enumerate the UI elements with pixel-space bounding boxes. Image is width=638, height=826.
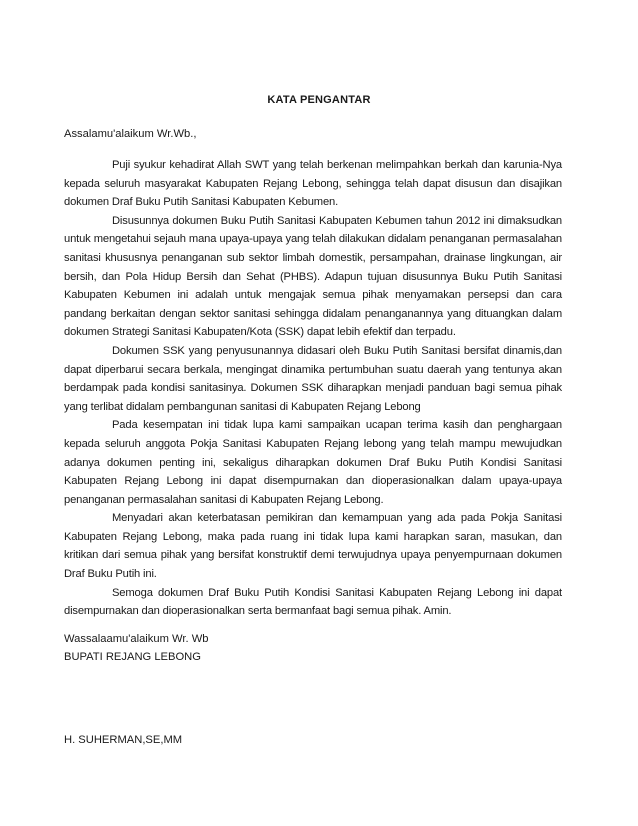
paragraph: Disusunnya dokumen Buku Putih Sanitasi Kabupaten Kebumen tahun 2012 ini dimaksudkan untuk mengetahui sejauh mana upaya-upaya yang telah dilakukan didalam penanganan permasalahan sanitasi khususnya penanganan sub sektor limbah domestik, persampahan, drainase lingkungan, air bersih, dan Pola Hidup Bersih dan Sehat (PHBS). Adapun tujuan disusunnya Buku Putih Sanitasi Kabupaten Kebumen ini adalah untuk mengajak semua pihak menyamakan persepsi dan cara pandang berkaitan dengan sektor sanitasi sehingga didalam penanganannya yang dituangkan dalam dokumen Strategi Sanitasi Kabupaten/Kota (SSK) dapat lebih efektif dan terpadu. xyxy=(64,214,562,339)
paragraph: Menyadari akan keterbatasan pemikiran dan kemampuan yang ada pada Pokja Sanitasi Kabupaten Rejang Lebong, maka pada ruang ini tidak lupa kami harapkan saran, masukan, dan kritikan dari semua pihak yang bersifat konstruktif demi terwujudnya upaya penyempurnaan dokumen Draf Buku Putih ini. xyxy=(64,512,562,581)
closing-salam: Wassalaamu'alaikum Wr. Wb xyxy=(64,633,209,645)
greeting: Assalamu'alaikum Wr.Wb., xyxy=(64,128,197,140)
closing-position: BUPATI REJANG LEBONG xyxy=(64,651,201,663)
document-title: KATA PENGANTAR xyxy=(267,94,371,106)
paragraph: Pada kesempatan ini tidak lupa kami sampaikan ucapan terima kasih dan penghargaan kepada seluruh anggota Pokja Sanitasi Kabupaten Rejang lebong yang telah mampu mewujudkan adanya dokumen penting ini, sekaligus diharapkan dokumen Draf Buku Putih Kondisi Sanitasi Kabupaten Rejang Lebong ini dapat disempurnakan dan dioperasionalkan dalam upaya-upaya penanganan permasalahan sanitasi di Kabupaten Rejang Lebong. xyxy=(64,419,562,506)
paragraph: Semoga dokumen Draf Buku Putih Kondisi Sanitasi Kabupaten Rejang Lebong ini dapat disempurnakan dan dioperasionalkan serta bermanfaat bagi semua pihak. Amin. xyxy=(64,586,562,618)
signatory-name: H. SUHERMAN,SE,MM xyxy=(64,734,183,746)
paragraph: Puji syukur kehadirat Allah SWT yang telah berkenan melimpahkan berkah dan karunia-Nya kepada seluruh masyarakat Kabupaten Rejang Lebong, sehingga telah dapat disusun dan disajikan dokumen Draf Buku Putih Sanitasi Kabupaten Kebumen. xyxy=(64,159,562,209)
closing-block xyxy=(64,630,209,666)
document-body xyxy=(64,156,562,621)
paragraph: Dokumen SSK yang penyusunannya didasari oleh Buku Putih Sanitasi bersifat dinamis,dan dapat diperbarui secara berkala, mengingat dinamika pertumbuhan suatu daerah yang tentunya akan berdampak pada kondisi sanitasinya. Dokumen SSK diharapkan menjadi panduan bagi semua pihak yang terlibat didalam pembangunan sanitasi di Kabupaten Rejang Lebong xyxy=(64,344,562,413)
